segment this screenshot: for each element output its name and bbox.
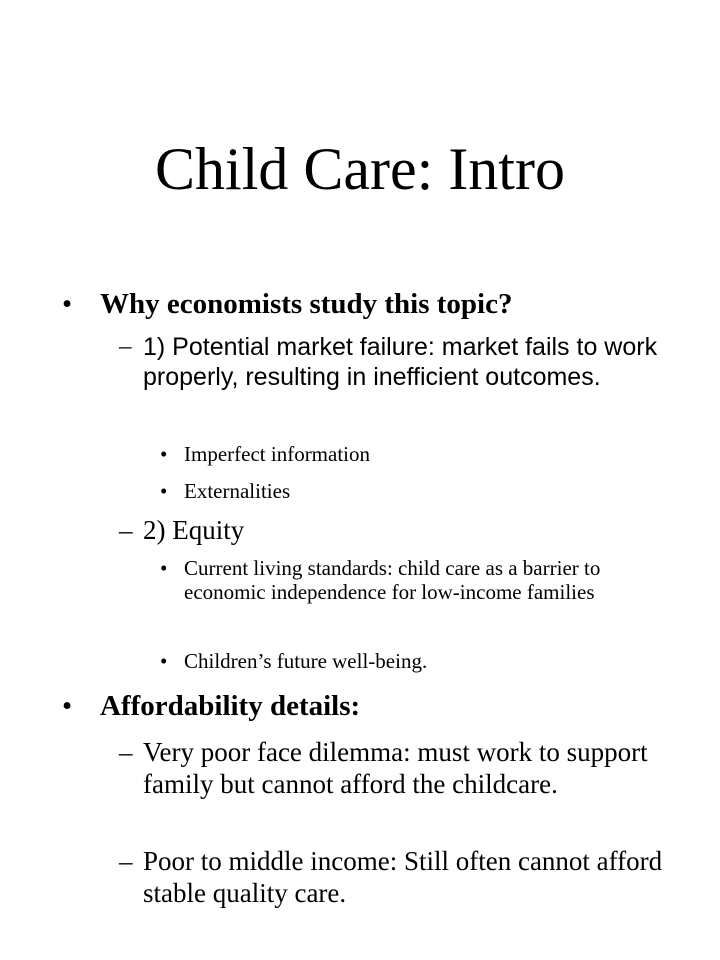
detail-future-well-being <box>160 649 624 673</box>
sub-item-market-failure <box>119 332 663 392</box>
detail-text: Imperfect information <box>184 442 371 466</box>
slide-title: Child Care: Intro <box>155 136 565 202</box>
sub-item-text: 1) Potential market failure: market fails to work properly, resulting in inefficient outcomes. <box>143 333 658 391</box>
sub-item-text: Very poor face dilemma: must work to support family but cannot afford the childcare. <box>143 737 648 799</box>
bullet-text: Why economists study this topic? <box>100 288 513 320</box>
detail-living-standards <box>160 556 624 604</box>
sub-item-text: 2) Equity <box>143 515 245 545</box>
dash-marker: – <box>119 846 133 876</box>
dash-marker: – <box>119 737 133 767</box>
bullet-text: Affordability details: <box>100 690 361 722</box>
sub-item-text: Poor to middle income: Still often cannot afford stable quality care. <box>143 846 663 908</box>
dash-marker: – <box>119 515 133 545</box>
detail-imperfect-information <box>160 442 624 466</box>
bullet-marker: • <box>62 288 73 320</box>
dot-marker: • <box>160 479 168 503</box>
dot-marker: • <box>160 556 168 580</box>
dot-marker: • <box>160 649 168 673</box>
detail-text: Children’s future well-being. <box>184 649 428 673</box>
bullet-why-economists <box>62 287 700 321</box>
dot-marker: • <box>160 442 168 466</box>
detail-text: Externalities <box>184 479 291 503</box>
sub-item-equity <box>119 514 663 546</box>
dash-marker: – <box>119 333 132 360</box>
detail-text: Current living standards: child care as a barrier to economic independence for low-income families <box>184 556 601 604</box>
bullet-marker: • <box>62 690 73 722</box>
detail-externalities <box>160 479 624 503</box>
bullet-affordability <box>62 689 700 723</box>
sub-item-very-poor <box>119 736 663 800</box>
sub-item-poor-to-middle <box>119 845 663 909</box>
